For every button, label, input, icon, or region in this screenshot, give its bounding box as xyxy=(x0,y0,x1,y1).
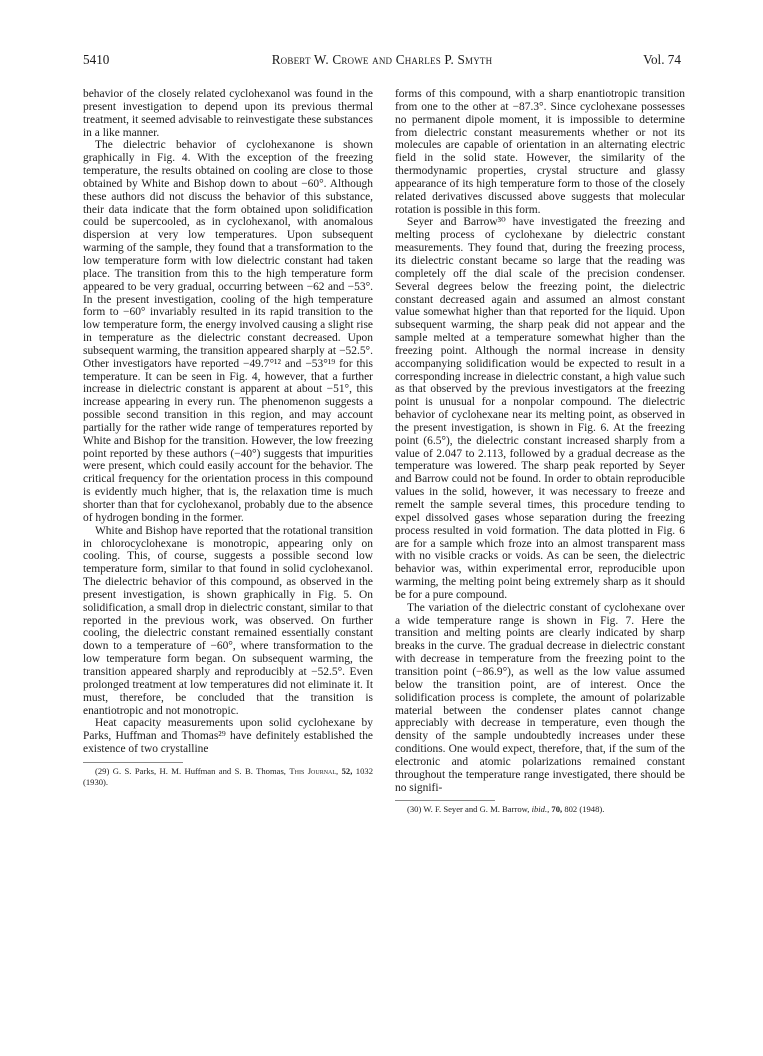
paragraph: Seyer and Barrow³⁰ have investigated the freezing and melting process of cyclohexane by dielectric constant measurements. They found that, during the freezing process, its dielectric constant became so large that the reading was completely off the dial scale of the precision condenser. Several degrees below the freezing point, the dielectric constant decreased again and assumed an almost constant value somewhat higher than that reported for the liquid. Upon subsequent warming, the sharp peak did not appear and the sample melted at a temperature somewhat higher than the freezing point. Although the normal increase in density accompanying solidification would be expected to result in a corresponding increase in dielectric constant, a high value such as that observed by the previous investigators at the freezing point is unusual for a nonpolar compound. The dielectric behavior of cyclohexane near its melting point, as observed in the present investigation, is shown in Fig. 6. At the freezing point (6.5°), the dielectric constant increased sharply from a value of 2.047 to 2.113, followed by a gradual decrease as the temperature was lowered. The sharp peak reported by Seyer and Barrow could not be found. In order to obtain reproducible values in the solid, however, it was necessary to freeze and remelt the sample several times, this procedure tending to expel dissolved gases whose separation during the freezing process resulted in void formation. The data plotted in Fig. 6 are for a sample which froze into an almost transparent mass with no visible cracks or voids. As can be seen, the dielectric behavior was, within experimental error, reproducible upon warming, the melting point being extremely sharp as it should be for a pure compound. xyxy=(395,216,685,601)
footnote-text: W. F. Seyer and G. M. Barrow, xyxy=(423,804,530,815)
paragraph: forms of this compound, with a sharp enantiotropic transition from one to the other at −87.3°. Since cyclohexane possesses no permanent dipole moment, it is impossible to determine from dielectric constant measurements whether or not its molecules are capable of orientation in an alternating electric field in the solid state. However, the similarity of the thermodynamic properties, crystal structure and glassy appearance of its high temperature form to those of the closely related derivatives discussed above suggests that molecular rotation is possible in this form. xyxy=(395,88,685,216)
paragraph: The variation of the dielectric constant of cyclohexane over a wide temperature range is shown in Fig. 7. Here the transition and melting points are clearly indicated by sharp breaks in the curve. The gradual decrease in dielectric constant with decrease in temperature from the freezing point to the transition point (−86.9°), as well as the low value assumed below the transition point, are of interest. Once the solidification process is complete, the amount of polarizable material between the condenser plates cannot change appreciably with decrease in temperature, even though the density of the sample undoubtedly increases under these conditions. One would expect, therefore, that, if the sum of the electronic and atomic polarizations remained constant throughout the temperature range investigated, there should be no signifi- xyxy=(395,601,685,794)
footnote-tail: 802 (1948). xyxy=(564,804,605,815)
page-header xyxy=(83,52,681,70)
footnote-tail: 1032 (1930). xyxy=(83,765,373,787)
paragraph: White and Bishop have reported that the rotational transition in chlorocyclohexane is monotropic, appearing only on cooling. This, of course, suggests a possible second low temperature form, similar to that found in solid cyclohexanol. The dielectric behavior of this compound, as observed in the present investigation, is shown graphically in Fig. 5. On solidification, a small drop in dielectric constant, similar to that reported in the previous work, was observed. On further cooling, the dielectric constant remained essentially constant down to a temperature of −60°, where transformation to the low temperature form began. On subsequent warming, the transition appeared sharply and reproducibly at −52.5°. Even prolonged treatment at low temperatures did not eliminate it. It must, therefore, be concluded that the transition is enantiotropic and not monotropic. xyxy=(83,524,373,717)
paragraph: The dielectric behavior of cyclohexanone is shown graphically in Fig. 4. With the exception of the freezing temperature, the results obtained on cooling are close to those obtained by White and Bishop down to about −60°. Although these authors did not discuss the behavior of this substance, their data indicate that the form obtained upon solidification could be supercooled, as in cyclohexanol, with anomalous dispersion at very low temperatures. Upon subsequent warming of the sample, they found that a transformation to the low temperature form with low dielectric constant had taken place. The transition from this to the high temperature form appeared to be very gradual, occurring between −62 and −53°. In the present investigation, cooling of the high temperature form to −60° invariably resulted in its rapid transition to the low temperature form, the energy involved causing a slight rise in temperature as the dielectric constant decreased. Upon subsequent warming, the transition appeared sharply at −52.5°. Other investigators have reported −49.7°¹² and −53°¹⁹ for this temperature. It can be seen in Fig. 4, however, that a further increase in dielectric constant is apparent at about −51°, this increase appearing in every run. The phenomenon suggests a possible second transition in this region, and may account partially for the rather wide range of temperatures reported by White and Bishop for the transition. However, the low freezing point reported by these authors (−40°) suggests that impurities were present, which could easily account for the behavior. The critical frequency for the orientation process in this compound is evidently much higher, that is, the relaxation time is much shorter than that for cyclohexanol, probably due to the absence of hydrogen bonding in the former. xyxy=(83,139,373,524)
page-number: 5410 xyxy=(83,52,110,67)
footnote-29 xyxy=(83,766,373,788)
footnote-text: G. S. Parks, H. M. Huffman and S. B. Thomas, xyxy=(112,765,286,776)
paragraph: Heat capacity measurements upon solid cyclohexane by Parks, Huffman and Thomas²⁹ have definitely established the existence of two crystalline xyxy=(83,717,373,756)
paragraph: behavior of the closely related cyclohexanol was found in the present investigation to depend upon its previous thermal treatment, it seemed advisable to reinvestigate these substances in a like manner. xyxy=(83,88,373,139)
footnote-number: (30) xyxy=(407,804,422,815)
footnote-divider xyxy=(83,762,183,763)
volume-label: Vol. 74 xyxy=(643,52,681,67)
footnote-ibid: ibid., xyxy=(531,804,550,815)
footnote-30 xyxy=(395,804,685,815)
footnote-volume: 70, xyxy=(551,804,563,815)
footnote-journal: This Journal, xyxy=(289,765,339,776)
right-column xyxy=(395,88,685,815)
running-head-authors: Robert W. Crowe and Charles P. Smyth xyxy=(271,52,493,67)
footnote-divider xyxy=(395,800,495,801)
footnote-volume: 52, xyxy=(341,765,353,776)
left-column xyxy=(83,88,373,788)
footnote-number: (29) xyxy=(95,765,110,776)
